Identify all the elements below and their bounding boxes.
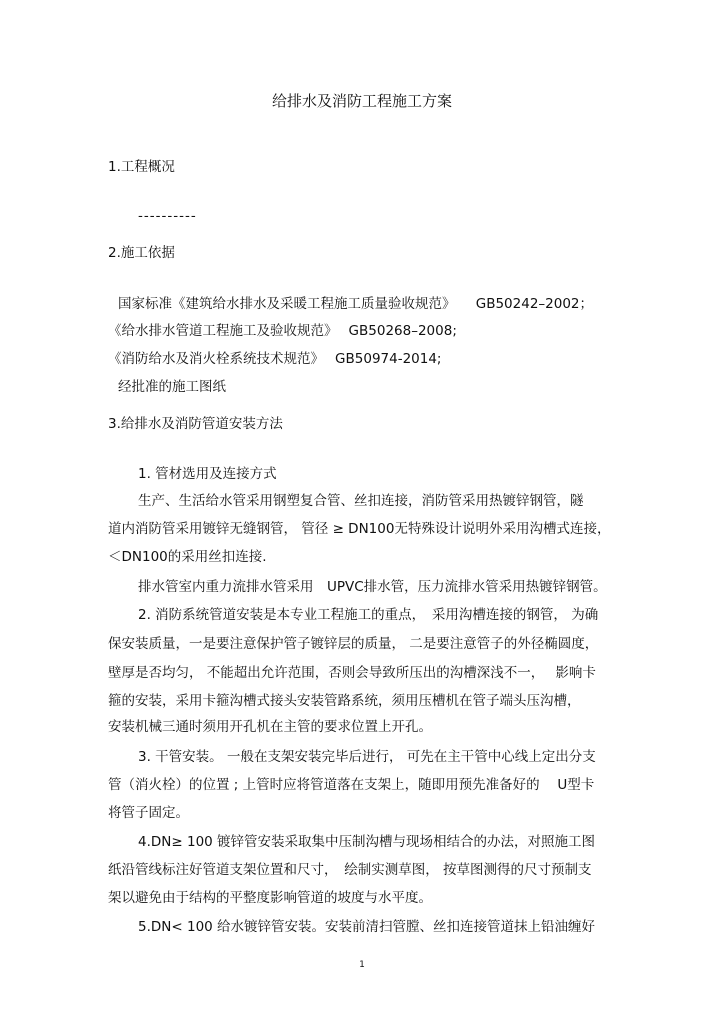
body-line: 将管子固定。: [108, 805, 189, 821]
body-line: 生产、生活给水管采用钢塑复合管、丝扣连接，消防管采用热镀锌钢管，隧: [138, 493, 584, 509]
body-line: 排水管室内重力流排水管采用 UPVC排水管，压力流排水管采用热镀锌钢管。: [138, 579, 607, 595]
body-line: 道内消防管采用镀锌无缝钢管， 管径 ≥ DN100无特殊设计说明外采用沟槽式连接，: [108, 521, 611, 537]
reference-line: 《给水排水管道工程施工及验收规范》 GB50268–2008;: [108, 323, 457, 339]
body-line: 3. 干管安装。 一般在支架安装完毕后进行， 可先在主干管中心线上定出分支: [138, 749, 596, 765]
body-line: ＜DN100的采用丝扣连接.: [108, 549, 267, 565]
reference-line: 国家标准《建筑给水排水及采暖工程施工质量验收规范》 GB50242–2002；: [118, 296, 594, 312]
page-number: 1: [359, 960, 365, 970]
body-line: 1. 管材选用及连接方式: [138, 466, 277, 482]
body-line: 纸沿管线标注好管道支架位置和尺寸， 绘制实测草图， 按草图测得的尺寸预制支: [108, 862, 592, 878]
body-line: 架以避免由于结构的平整度影响管道的坡度与水平度。: [108, 890, 432, 906]
body-line: 管（消火栓）的位置 ; 上管时应将管道落在支架上，随即用预先准备好的 U型卡: [108, 777, 595, 793]
document-title: 给排水及消防工程施工方案: [271, 92, 452, 110]
body-line: 保安装质量，一是要注意保护管子镀锌层的质量， 二是要注意管子的外径椭圆度，: [108, 636, 599, 652]
body-line: 安装机械三通时须用开孔机在主管的要求位置上开孔。: [108, 719, 432, 735]
body-line: 壁厚是否均匀， 不能超出允许范围，否则会导致所压出的沟槽深浅不一， 影响卡: [108, 665, 596, 681]
reference-line: 《消防给水及消火栓系统技术规范》 GB50974-2014;: [108, 351, 442, 367]
section-3-heading: 3.给排水及消防管道安装方法: [108, 416, 283, 432]
body-line: 5.DN< 100 给水镀锌管安装。安装前清扫管膛、丝扣连接管道抹上铅油缠好: [138, 919, 596, 935]
section-1-heading: 1.工程概况: [108, 159, 175, 175]
section-1-placeholder: ----------: [138, 208, 197, 224]
body-line: 4.DN≥ 100 镀锌管安装采取集中压制沟槽与现场相结合的办法，对照施工图: [138, 834, 596, 850]
body-line: 箍的安装，采用卡箍沟槽式接头安装管路系统，须用压槽机在管子端头压沟槽，: [108, 693, 581, 709]
reference-line: 经批准的施工图纸: [118, 379, 226, 395]
section-2-heading: 2.施工依据: [108, 245, 175, 261]
body-line: 2. 消防系统管道安装是本专业工程施工的重点， 采用沟槽连接的钢管， 为确: [138, 607, 599, 623]
